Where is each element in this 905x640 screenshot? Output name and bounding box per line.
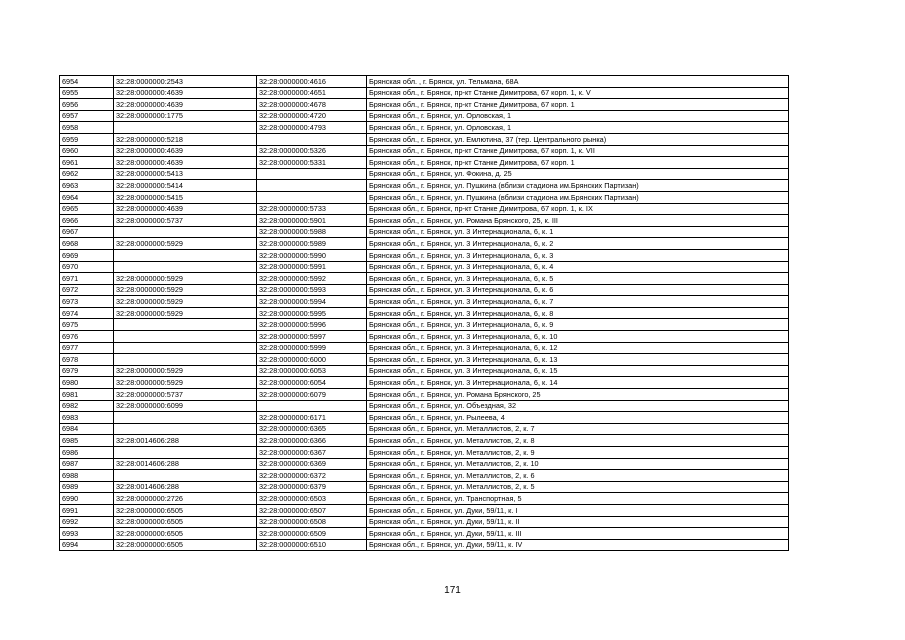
cadastral-number-a-cell <box>114 331 257 343</box>
address-cell: Брянская обл., г. Брянск, ул. Орловская, 1 <box>367 110 789 122</box>
table-row <box>60 389 789 401</box>
cadastral-number-a-cell: 32:28:0000000:5414 <box>114 180 257 192</box>
address-cell: Брянская обл., г. Брянск, ул. 3 Интернационала, 6, к. 14 <box>367 377 789 389</box>
row-number-cell: 6975 <box>60 319 114 331</box>
address-cell: Брянская обл., г. Брянск, ул. Орловская, 1 <box>367 122 789 134</box>
table-row <box>60 226 789 238</box>
cadastral-number-a-cell: 32:28:0000000:5929 <box>114 307 257 319</box>
table-row <box>60 504 789 516</box>
cadastral-number-b-cell: 32:28:0000000:5331 <box>257 157 367 169</box>
row-number-cell: 6976 <box>60 331 114 343</box>
table-row <box>60 470 789 482</box>
cadastral-number-b-cell: 32:28:0000000:5901 <box>257 215 367 227</box>
row-number-cell: 6987 <box>60 458 114 470</box>
cadastral-number-a-cell: 32:28:0000000:6505 <box>114 528 257 540</box>
address-cell: Брянская обл., г. Брянск, ул. 3 Интернационала, 6, к. 4 <box>367 261 789 273</box>
table-row <box>60 458 789 470</box>
address-cell: Брянская обл., г. Брянск, пр-кт Станке Димитрова, 67 корп. 1, к. VII <box>367 145 789 157</box>
table-row <box>60 331 789 343</box>
table-row <box>60 249 789 261</box>
table-row <box>60 133 789 145</box>
row-number-cell: 6978 <box>60 354 114 366</box>
cadastral-number-b-cell: 32:28:0000000:5988 <box>257 226 367 238</box>
cadastral-number-b-cell: 32:28:0000000:5733 <box>257 203 367 215</box>
address-cell: Брянская обл., г. Брянск, ул. Романа Брянского, 25 <box>367 389 789 401</box>
cadastral-number-b-cell <box>257 168 367 180</box>
cadastral-number-a-cell: 32:28:0000000:2726 <box>114 493 257 505</box>
cadastral-number-b-cell: 32:28:0000000:5326 <box>257 145 367 157</box>
cadastral-number-a-cell: 32:28:0014606:288 <box>114 435 257 447</box>
cadastral-number-a-cell: 32:28:0000000:5413 <box>114 168 257 180</box>
table-row <box>60 516 789 528</box>
table-row <box>60 539 789 551</box>
cadastral-number-b-cell: 32:28:0000000:5989 <box>257 238 367 250</box>
cadastral-number-a-cell <box>114 261 257 273</box>
cadastral-number-b-cell: 32:28:0000000:5994 <box>257 296 367 308</box>
cadastral-number-b-cell: 32:28:0000000:5992 <box>257 273 367 285</box>
address-cell: Брянская обл., г. Брянск, ул. Металлистов, 2, к. 9 <box>367 447 789 459</box>
table-row <box>60 203 789 215</box>
row-number-cell: 6988 <box>60 470 114 482</box>
row-number-cell: 6968 <box>60 238 114 250</box>
cadastral-number-b-cell: 32:28:0000000:6503 <box>257 493 367 505</box>
cadastral-number-b-cell: 32:28:0000000:4616 <box>257 76 367 88</box>
cadastral-number-b-cell: 32:28:0000000:6365 <box>257 423 367 435</box>
row-number-cell: 6991 <box>60 504 114 516</box>
cadastral-number-b-cell: 32:28:0000000:5996 <box>257 319 367 331</box>
table-row <box>60 238 789 250</box>
table-row <box>60 145 789 157</box>
address-cell: Брянская обл., г. Брянск, ул. 3 Интернационала, 6, к. 12 <box>367 342 789 354</box>
row-number-cell: 6966 <box>60 215 114 227</box>
row-number-cell: 6961 <box>60 157 114 169</box>
table-row <box>60 284 789 296</box>
address-cell: Брянская обл., г. Брянск, ул. Металлистов, 2, к. 6 <box>367 470 789 482</box>
cadastral-number-b-cell: 32:28:0000000:5991 <box>257 261 367 273</box>
row-number-cell: 6955 <box>60 87 114 99</box>
cadastral-number-b-cell: 32:28:0000000:5995 <box>257 307 367 319</box>
cadastral-number-b-cell: 32:28:0000000:6509 <box>257 528 367 540</box>
registry-table-body <box>60 76 789 551</box>
row-number-cell: 6967 <box>60 226 114 238</box>
cadastral-number-a-cell: 32:28:0000000:5929 <box>114 284 257 296</box>
row-number-cell: 6960 <box>60 145 114 157</box>
cadastral-number-a-cell <box>114 470 257 482</box>
cadastral-number-a-cell: 32:28:0000000:5929 <box>114 365 257 377</box>
cadastral-number-b-cell: 32:28:0000000:5993 <box>257 284 367 296</box>
address-cell: Брянская обл., г. Брянск, ул. 3 Интернационала, 6, к. 13 <box>367 354 789 366</box>
cadastral-number-b-cell: 32:28:0000000:6369 <box>257 458 367 470</box>
table-row <box>60 412 789 424</box>
address-cell: Брянская обл., г. Брянск, пр-кт Станке Димитрова, 67 корп. 1, к. V <box>367 87 789 99</box>
row-number-cell: 6993 <box>60 528 114 540</box>
cadastral-number-a-cell: 32:28:0000000:4639 <box>114 157 257 169</box>
cadastral-number-a-cell: 32:28:0000000:5929 <box>114 273 257 285</box>
address-cell: Брянская обл., г. Брянск, ул. 3 Интернационала, 6, к. 6 <box>367 284 789 296</box>
table-row <box>60 157 789 169</box>
cadastral-number-a-cell <box>114 249 257 261</box>
address-cell: Брянская обл., г. Брянск, ул. 3 Интернационала, 6, к. 8 <box>367 307 789 319</box>
address-cell: Брянская обл., г. Брянск, ул. Металлистов, 2, к. 10 <box>367 458 789 470</box>
row-number-cell: 6956 <box>60 99 114 111</box>
row-number-cell: 6962 <box>60 168 114 180</box>
table-row <box>60 435 789 447</box>
table-row <box>60 319 789 331</box>
cadastral-number-b-cell <box>257 133 367 145</box>
cadastral-number-a-cell: 32:28:0000000:4639 <box>114 203 257 215</box>
cadastral-number-a-cell: 32:28:0014606:288 <box>114 458 257 470</box>
row-number-cell: 6957 <box>60 110 114 122</box>
address-cell: Брянская обл., г. Брянск, ул. 3 Интернационала, 6, к. 7 <box>367 296 789 308</box>
cadastral-number-a-cell: 32:28:0000000:2543 <box>114 76 257 88</box>
address-cell: Брянская обл. , г. Брянск, ул. Тельмана, 68А <box>367 76 789 88</box>
table-row <box>60 87 789 99</box>
row-number-cell: 6954 <box>60 76 114 88</box>
address-cell: Брянская обл., г. Брянск, ул. 3 Интернационала, 6, к. 10 <box>367 331 789 343</box>
row-number-cell: 6974 <box>60 307 114 319</box>
cadastral-number-a-cell: 32:28:0000000:6505 <box>114 539 257 551</box>
row-number-cell: 6965 <box>60 203 114 215</box>
table-row <box>60 447 789 459</box>
row-number-cell: 6992 <box>60 516 114 528</box>
table-row <box>60 76 789 88</box>
address-cell: Брянская обл., г. Брянск, ул. Металлистов, 2, к. 7 <box>367 423 789 435</box>
table-row <box>60 261 789 273</box>
row-number-cell: 6981 <box>60 389 114 401</box>
cadastral-number-b-cell: 32:28:0000000:6079 <box>257 389 367 401</box>
address-cell: Брянская обл., г. Брянск, ул. Романа Брянского, 25, к. III <box>367 215 789 227</box>
cadastral-number-b-cell: 32:28:0000000:6367 <box>257 447 367 459</box>
cadastral-number-a-cell: 32:28:0000000:5929 <box>114 377 257 389</box>
row-number-cell: 6958 <box>60 122 114 134</box>
cadastral-number-a-cell: 32:28:0000000:5737 <box>114 215 257 227</box>
row-number-cell: 6984 <box>60 423 114 435</box>
cadastral-number-a-cell: 32:28:0000000:5929 <box>114 238 257 250</box>
address-cell: Брянская обл., г. Брянск, ул. 3 Интернационала, 6, к. 2 <box>367 238 789 250</box>
table-row <box>60 528 789 540</box>
cadastral-number-a-cell: 32:28:0000000:6505 <box>114 504 257 516</box>
table-row <box>60 215 789 227</box>
address-cell: Брянская обл., г. Брянск, ул. Дуки, 59/11, к. III <box>367 528 789 540</box>
address-cell: Брянская обл., г. Брянск, ул. Объездная, 32 <box>367 400 789 412</box>
cadastral-number-a-cell: 32:28:0014606:288 <box>114 481 257 493</box>
address-cell: Брянская обл., г. Брянск, ул. 3 Интернационала, 6, к. 9 <box>367 319 789 331</box>
cadastral-number-b-cell: 32:28:0000000:4793 <box>257 122 367 134</box>
table-row <box>60 342 789 354</box>
table-row <box>60 354 789 366</box>
cadastral-number-b-cell: 32:28:0000000:4678 <box>257 99 367 111</box>
address-cell: Брянская обл., г. Брянск, ул. 3 Интернационала, 6, к. 5 <box>367 273 789 285</box>
table-row <box>60 168 789 180</box>
cadastral-number-a-cell <box>114 319 257 331</box>
cadastral-number-b-cell: 32:28:0000000:5997 <box>257 331 367 343</box>
row-number-cell: 6963 <box>60 180 114 192</box>
address-cell: Брянская обл., г. Брянск, ул. Рылеева, 4 <box>367 412 789 424</box>
address-cell: Брянская обл., г. Брянск, ул. Фокина, д. 25 <box>367 168 789 180</box>
table-row <box>60 307 789 319</box>
address-cell: Брянская обл., г. Брянск, ул. Пушкина (вблизи стадиона им.Брянских Партизан) <box>367 180 789 192</box>
cadastral-number-b-cell: 32:28:0000000:6053 <box>257 365 367 377</box>
cadastral-number-b-cell: 32:28:0000000:6510 <box>257 539 367 551</box>
table-row <box>60 296 789 308</box>
row-number-cell: 6986 <box>60 447 114 459</box>
address-cell: Брянская обл., г. Брянск, ул. Дуки, 59/11, к. II <box>367 516 789 528</box>
address-cell: Брянская обл., г. Брянск, ул. Транспортная, 5 <box>367 493 789 505</box>
address-cell: Брянская обл., г. Брянск, ул. Металлистов, 2, к. 8 <box>367 435 789 447</box>
table-row <box>60 180 789 192</box>
cadastral-number-a-cell: 32:28:0000000:4639 <box>114 87 257 99</box>
address-cell: Брянская обл., г. Брянск, ул. Металлистов, 2, к. 5 <box>367 481 789 493</box>
address-cell: Брянская обл., г. Брянск, ул. Емлютина, 37 (тер. Центрального рынка) <box>367 133 789 145</box>
cadastral-number-a-cell <box>114 354 257 366</box>
row-number-cell: 6985 <box>60 435 114 447</box>
address-cell: Брянская обл., г. Брянск, пр-кт Станке Димитрова, 67 корп. 1, к. IX <box>367 203 789 215</box>
table-row <box>60 273 789 285</box>
cadastral-number-a-cell: 32:28:0000000:4639 <box>114 99 257 111</box>
cadastral-number-a-cell: 32:28:0000000:4639 <box>114 145 257 157</box>
table-row <box>60 400 789 412</box>
cadastral-number-a-cell <box>114 342 257 354</box>
cadastral-number-b-cell <box>257 400 367 412</box>
cadastral-number-a-cell: 32:28:0000000:5929 <box>114 296 257 308</box>
cadastral-number-b-cell: 32:28:0000000:6171 <box>257 412 367 424</box>
cadastral-number-b-cell: 32:28:0000000:6366 <box>257 435 367 447</box>
table-row <box>60 423 789 435</box>
cadastral-number-a-cell: 32:28:0000000:6505 <box>114 516 257 528</box>
cadastral-number-b-cell <box>257 191 367 203</box>
cadastral-number-a-cell: 32:28:0000000:5218 <box>114 133 257 145</box>
address-cell: Брянская обл., г. Брянск, ул. 3 Интернационала, 6, к. 1 <box>367 226 789 238</box>
row-number-cell: 6982 <box>60 400 114 412</box>
row-number-cell: 6979 <box>60 365 114 377</box>
cadastral-number-a-cell <box>114 447 257 459</box>
table-row <box>60 110 789 122</box>
cadastral-number-a-cell: 32:28:0000000:1775 <box>114 110 257 122</box>
cadastral-number-a-cell <box>114 226 257 238</box>
table-row <box>60 99 789 111</box>
row-number-cell: 6983 <box>60 412 114 424</box>
row-number-cell: 6980 <box>60 377 114 389</box>
row-number-cell: 6970 <box>60 261 114 273</box>
address-cell: Брянская обл., г. Брянск, ул. Пушкина (вблизи стадиона им.Брянских Партизан) <box>367 191 789 203</box>
row-number-cell: 6989 <box>60 481 114 493</box>
address-cell: Брянская обл., г. Брянск, ул. 3 Интернационала, 6, к. 3 <box>367 249 789 261</box>
row-number-cell: 6971 <box>60 273 114 285</box>
cadastral-number-b-cell: 32:28:0000000:6000 <box>257 354 367 366</box>
cadastral-number-b-cell: 32:28:0000000:5999 <box>257 342 367 354</box>
address-cell: Брянская обл., г. Брянск, ул. Дуки, 59/11, к. IV <box>367 539 789 551</box>
cadastral-number-b-cell: 32:28:0000000:6379 <box>257 481 367 493</box>
cadastral-number-a-cell: 32:28:0000000:5415 <box>114 191 257 203</box>
cadastral-number-b-cell: 32:28:0000000:4651 <box>257 87 367 99</box>
table-row <box>60 481 789 493</box>
row-number-cell: 6994 <box>60 539 114 551</box>
row-number-cell: 6973 <box>60 296 114 308</box>
address-cell: Брянская обл., г. Брянск, ул. Дуки, 59/11, к. I <box>367 504 789 516</box>
cadastral-number-b-cell: 32:28:0000000:4720 <box>257 110 367 122</box>
table-row <box>60 191 789 203</box>
table-row <box>60 377 789 389</box>
row-number-cell: 6972 <box>60 284 114 296</box>
cadastral-number-a-cell <box>114 423 257 435</box>
cadastral-number-b-cell: 32:28:0000000:6507 <box>257 504 367 516</box>
cadastral-number-a-cell: 32:28:0000000:6099 <box>114 400 257 412</box>
row-number-cell: 6990 <box>60 493 114 505</box>
address-cell: Брянская обл., г. Брянск, пр-кт Станке Димитрова, 67 корп. 1 <box>367 99 789 111</box>
cadastral-number-a-cell <box>114 412 257 424</box>
page-number: 171 <box>444 585 461 596</box>
row-number-cell: 6977 <box>60 342 114 354</box>
cadastral-number-b-cell: 32:28:0000000:6372 <box>257 470 367 482</box>
cadastral-number-a-cell: 32:28:0000000:5737 <box>114 389 257 401</box>
row-number-cell: 6959 <box>60 133 114 145</box>
address-cell: Брянская обл., г. Брянск, пр-кт Станке Димитрова, 67 корп. 1 <box>367 157 789 169</box>
cadastral-number-b-cell: 32:28:0000000:5990 <box>257 249 367 261</box>
cadastral-number-b-cell <box>257 180 367 192</box>
table-row <box>60 493 789 505</box>
row-number-cell: 6964 <box>60 191 114 203</box>
cadastral-number-b-cell: 32:28:0000000:6054 <box>257 377 367 389</box>
cadastral-number-b-cell: 32:28:0000000:6508 <box>257 516 367 528</box>
row-number-cell: 6969 <box>60 249 114 261</box>
address-cell: Брянская обл., г. Брянск, ул. 3 Интернационала, 6, к. 15 <box>367 365 789 377</box>
table-row <box>60 122 789 134</box>
cadastral-number-a-cell <box>114 122 257 134</box>
property-registry-table <box>59 75 789 551</box>
table-row <box>60 365 789 377</box>
